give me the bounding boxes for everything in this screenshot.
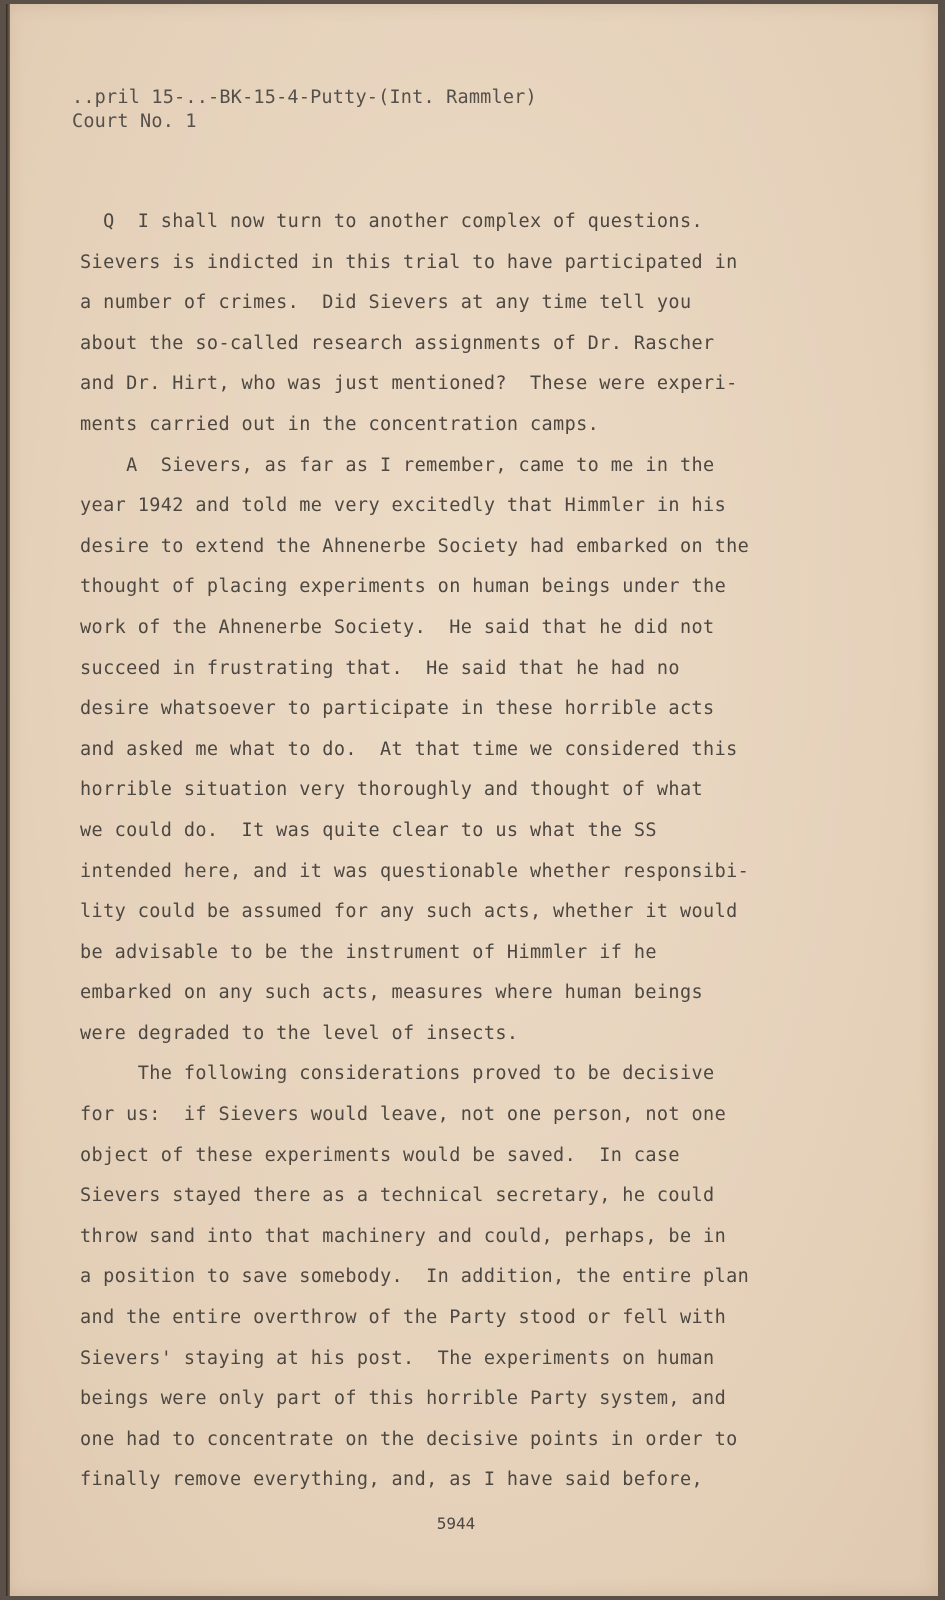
text-line: for us: if Sievers would leave, not one person, not one bbox=[80, 1104, 727, 1126]
header-date-line: ..pril 15-..-BK-15-4-Putty-(Int. Rammler) bbox=[72, 87, 537, 108]
text-line: a position to save somebody. In addition, the entire plan bbox=[80, 1266, 750, 1288]
text-line: about the so-called research assignments of Dr. Rascher bbox=[80, 332, 715, 354]
page-edge bbox=[6, 4, 10, 1596]
header-court-line: Court No. 1 bbox=[72, 111, 197, 132]
text-line: desire whatsoever to participate in these horrible acts bbox=[80, 698, 715, 720]
text-line: thought of placing experiments on human beings under the bbox=[80, 576, 727, 598]
text-line: desire to extend the Ahnenerbe Society had embarked on the bbox=[80, 535, 750, 557]
page-number: 5944 bbox=[436, 1514, 476, 1533]
text-line: and Dr. Hirt, who was just mentioned? These were experi- bbox=[80, 373, 738, 395]
text-line: work of the Ahnenerbe Society. He said that he did not bbox=[80, 616, 715, 638]
text-line: A Sievers, as far as I remember, came to me in the bbox=[80, 454, 715, 476]
text-line: intended here, and it was questionable whether responsibi- bbox=[80, 860, 750, 882]
document-header bbox=[72, 86, 537, 134]
text-line: succeed in frustrating that. He said that he had no bbox=[80, 657, 680, 679]
document-page bbox=[6, 4, 938, 1596]
text-line: Q I shall now turn to another complex of questions. bbox=[80, 211, 704, 232]
text-line: lity could be assumed for any such acts, whether it would bbox=[80, 901, 738, 923]
text-line: year 1942 and told me very excitedly that Himmler in his bbox=[80, 495, 727, 517]
text-line: beings were only part of this horrible Party system, and bbox=[80, 1388, 727, 1410]
text-line: embarked on any such acts, measures where human beings bbox=[80, 982, 704, 1004]
text-line: finally remove everything, and, as I have said before, bbox=[80, 1469, 704, 1491]
text-line: and the entire overthrow of the Party stood or fell with bbox=[80, 1307, 727, 1329]
transcript-body bbox=[80, 202, 860, 1501]
text-line: Sievers is indicted in this trial to have participated in bbox=[80, 251, 738, 273]
text-line: horrible situation very thoroughly and thought of what bbox=[80, 779, 704, 801]
text-line: one had to concentrate on the decisive points in order to bbox=[80, 1428, 738, 1450]
text-line: we could do. It was quite clear to us what the SS bbox=[80, 819, 657, 841]
text-line: Sievers stayed there as a technical secretary, he could bbox=[80, 1185, 715, 1207]
text-line: a number of crimes. Did Sievers at any time tell you bbox=[80, 292, 692, 314]
text-line: object of these experiments would be saved. In case bbox=[80, 1144, 680, 1166]
text-line: The following considerations proved to be decisive bbox=[80, 1063, 715, 1085]
text-line: be advisable to be the instrument of Himmler if he bbox=[80, 941, 657, 963]
text-line: were degraded to the level of insects. bbox=[80, 1022, 519, 1044]
text-line: throw sand into that machinery and could, perhaps, be in bbox=[80, 1225, 727, 1247]
text-line: Sievers' staying at his post. The experiments on human bbox=[80, 1347, 715, 1369]
text-line: ments carried out in the concentration camps. bbox=[80, 413, 600, 435]
text-line: and asked me what to do. At that time we considered this bbox=[80, 738, 738, 760]
